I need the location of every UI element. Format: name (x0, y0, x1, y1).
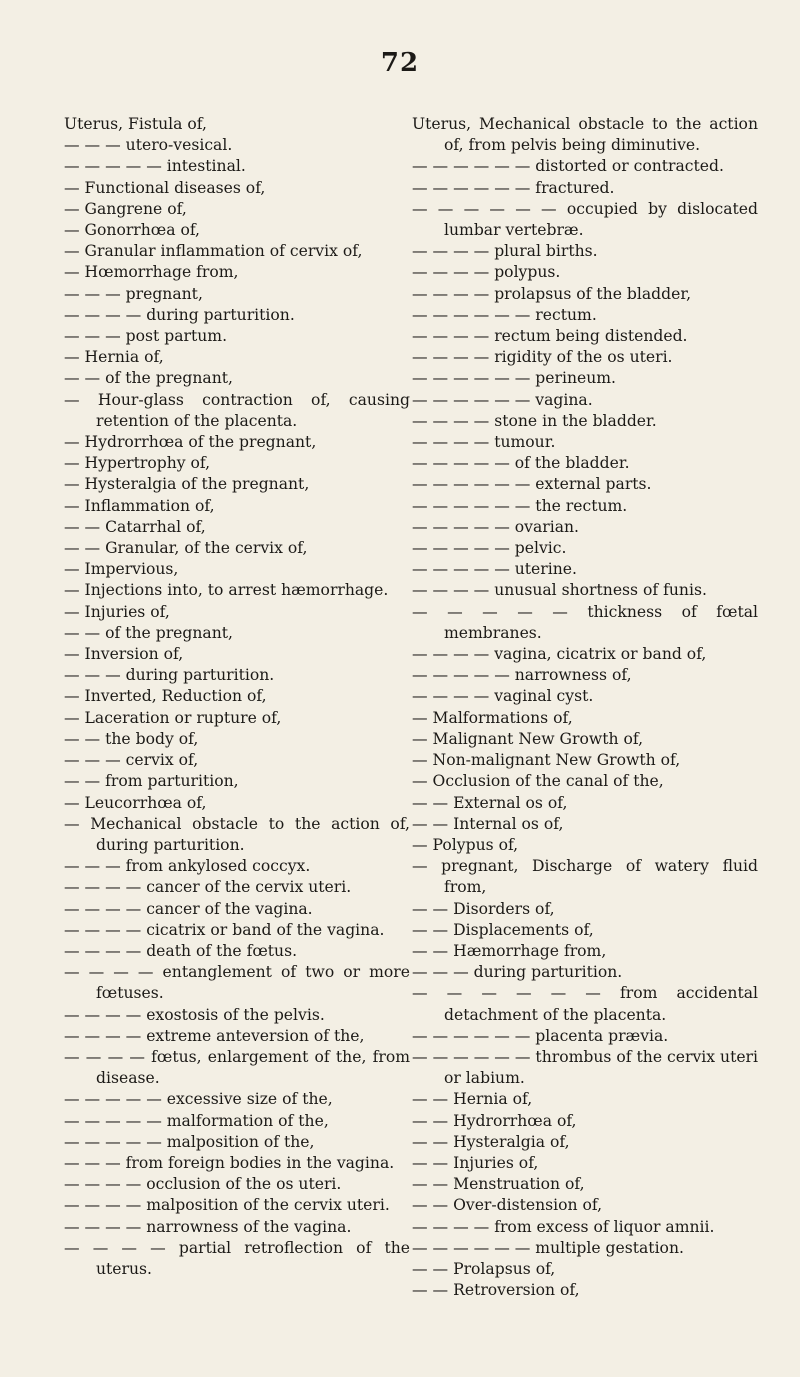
index-column-left (64, 114, 410, 1280)
index-entry: — — — — — — placenta prævia. (412, 1026, 669, 1045)
index-entry: — — — — unusual shortness of funis. (412, 581, 707, 600)
index-entry: — Hypertrophy of, (64, 454, 211, 473)
index-entry: — — — — vagina, cicatrix or band of, (412, 645, 707, 664)
index-entry: — — — — — — multiple gestation. (412, 1238, 684, 1257)
index-entry: — Impervious, (64, 560, 179, 579)
index-entry: — — — — — thickness of fœtal membranes. (412, 602, 758, 642)
index-entry: — — — — — intestinal. (64, 157, 246, 176)
index-entry: — Gonorrhœa of, (64, 221, 201, 240)
index-entry: — — Hernia of, (412, 1090, 533, 1109)
index-entry: — — — — polypus. (412, 263, 561, 282)
index-entry: — — — — malposition of the cervix uteri. (64, 1196, 390, 1215)
index-entry: — — — — from excess of liquor amnii. (412, 1217, 715, 1236)
index-entry: — — External os of, (412, 793, 568, 812)
index-entry: — pregnant, Discharge of watery fluid from, (412, 857, 758, 897)
index-entry: — — — — prolapsus of the bladder, (412, 284, 692, 303)
index-entry: — — — post partum. (64, 327, 228, 346)
index-entry: — — — — fœtus, enlargement of the, from disease. (64, 1047, 410, 1088)
index-entry: — — — — narrowness of the vagina. (64, 1217, 352, 1236)
index-entry: — — Menstruation of, (412, 1175, 585, 1194)
index-entry: Uterus, Fistula of, (64, 115, 207, 133)
index-entry: — — — pregnant, (64, 284, 203, 303)
index-entry: — — — — occlusion of the os uteri. (64, 1175, 342, 1194)
index-entry: — — — — — — perineum. (412, 369, 617, 388)
index-entry: — — — from ankylosed coccyx. (64, 857, 311, 876)
index-entry: — Hydrorrhœa of the pregnant, (64, 433, 317, 452)
page-number: 72 (380, 48, 420, 78)
index-entry: — Granular inflammation of cervix of, (64, 242, 363, 261)
index-entry: — — Prolapsus of, (412, 1259, 556, 1278)
index-entry: — — — — — — occupied by dislocated lumbar vertebræ. (412, 199, 758, 240)
index-entry: — — — — stone in the bladder. (412, 411, 657, 430)
index-entry: — — from parturition, (64, 772, 239, 791)
index-entry: — — — — cancer of the cervix uteri. (64, 878, 352, 897)
index-entry: — — — — — pelvic. (412, 539, 567, 558)
index-entry: — — Injuries of, (412, 1153, 539, 1172)
index-entry: — — Hydrorrhœa of, (412, 1111, 577, 1130)
index-entry: — Non-malignant New Growth of, (412, 751, 681, 770)
index-entry: — Mechanical obstacle to the action of, during parturition. (64, 814, 410, 854)
index-entry: — — Displacements of, (412, 920, 594, 939)
index-entry: — Inflammation of, (64, 496, 215, 515)
index-entry: — — — — during parturition. (64, 305, 295, 324)
index-entry: — — — — — — the rectum. (412, 496, 628, 515)
index-entry: — — Catarrhal of, (64, 517, 206, 536)
index-entry: — — — — — — external parts. (412, 475, 652, 494)
index-entry: — Polypus of, (412, 835, 519, 854)
index-entry: Uterus, Mechanical obstacle to the action of, from pelvis being diminutive. (412, 115, 758, 155)
index-entry: — — — — death of the fœtus. (64, 941, 298, 960)
index-entry: — Laceration or rupture of, (64, 708, 282, 727)
index-entry: — Functional diseases of, (64, 178, 266, 197)
index-entry: — — — during parturition. (64, 666, 275, 685)
index-entry: — — — — — — fractured. (412, 178, 615, 197)
index-entry: — — — — — — rectum. (412, 305, 597, 324)
index-entry: — Hour-glass contraction of, causing retention of the placenta. (64, 390, 410, 430)
index-entry: — — — — rectum being distended. (412, 327, 688, 346)
index-column-right (412, 114, 758, 1301)
index-entry: — — Retroversion of, (412, 1281, 580, 1300)
index-entry: — — — — extreme anteversion of the, (64, 1026, 365, 1045)
index-entry: — — — — tumour. (412, 433, 556, 452)
index-entry: — Inversion of, (64, 645, 184, 664)
index-entry: — Hœmorrhage from, (64, 263, 239, 282)
index-entry: — — — — cancer of the vagina. (64, 899, 313, 918)
index-entry: — — — cervix of, (64, 751, 199, 770)
index-entry: — — of the pregnant, (64, 623, 233, 642)
index-entry: — Occlusion of the canal of the, (412, 772, 664, 791)
index-entry: — — — — — narrowness of, (412, 666, 632, 685)
index-entry: — — — during parturition. (412, 963, 623, 982)
index-entry: — — — — — uterine. (412, 560, 577, 579)
index-entry: — Hysteralgia of the pregnant, (64, 475, 310, 494)
index-entry: — — — — — malposition of the, (64, 1132, 315, 1151)
index-entry: — — Internal os of, (412, 814, 564, 833)
index-entry: — — — — — of the bladder. (412, 454, 630, 473)
index-entry: — — — — — — vagina. (412, 390, 593, 409)
index-entry: — — Hæmorrhage from, (412, 941, 607, 960)
index-entry: — — Disorders of, (412, 899, 555, 918)
index-entry: — Leucorrhœa of, (64, 793, 207, 812)
index-entry: — — — — — — thrombus of the cervix uteri or labium. (412, 1047, 758, 1088)
index-entry: — — Hysteralgia of, (412, 1132, 570, 1151)
index-entry: — — — — plural births. (412, 242, 598, 261)
index-entry: — — — utero-vesical. (64, 136, 233, 155)
index-entry: — — — — vaginal cyst. (412, 687, 594, 706)
index-entry: — — — — — ovarian. (412, 517, 579, 536)
index-entry: — Injuries of, (64, 602, 170, 621)
index-entry: — — — from foreign bodies in the vagina. (64, 1153, 395, 1172)
index-entry: — — — — partial retroflection of the uterus. (64, 1238, 410, 1278)
index-entry: — — — — entanglement of two or more fœtuses. (64, 963, 410, 1003)
index-entry: — — — — rigidity of the os uteri. (412, 348, 673, 367)
index-entry: — — Over-distension of, (412, 1196, 603, 1215)
index-entry: — — Granular, of the cervix of, (64, 539, 308, 558)
index-entry: — — the body of, (64, 729, 199, 748)
index-entry: — Hernia of, (64, 348, 164, 367)
index-entry: — — — — exostosis of the pelvis. (64, 1005, 325, 1024)
index-entry: — — — — cicatrix or band of the vagina. (64, 920, 385, 939)
index-entry: — — — — — excessive size of the, (64, 1090, 333, 1109)
index-entry: — Injections into, to arrest hæmorrhage. (64, 581, 389, 600)
index-entry: — Inverted, Reduction of, (64, 687, 267, 706)
index-entry: — — of the pregnant, (64, 369, 233, 388)
index-entry: — — — — — — from accidental detachment of the placenta. (412, 984, 758, 1024)
index-entry: — Malformations of, (412, 708, 573, 727)
index-entry: — Gangrene of, (64, 199, 187, 218)
index-entry: — — — — — malformation of the, (64, 1111, 329, 1130)
index-entry: — — — — — — distorted or contracted. (412, 157, 724, 176)
index-entry: — Malignant New Growth of, (412, 729, 644, 748)
